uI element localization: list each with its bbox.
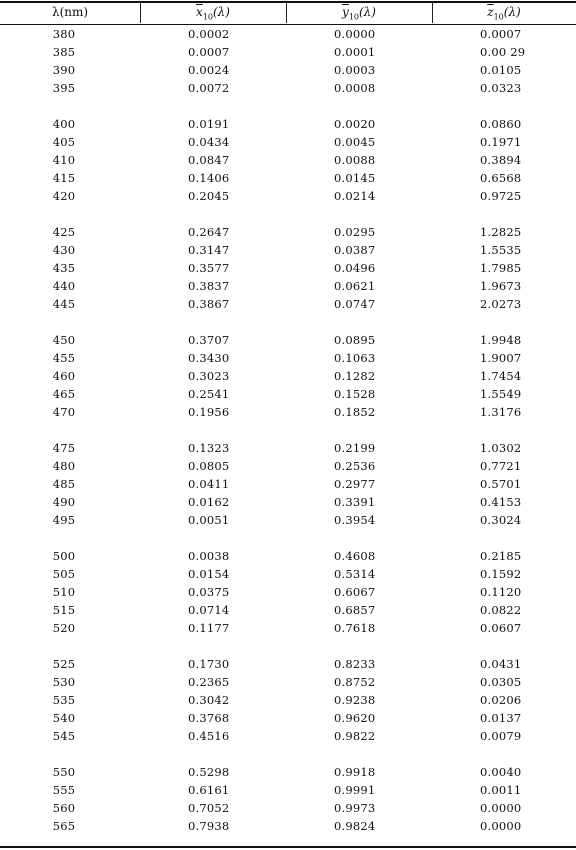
cell-wavelength: 520 [52, 621, 76, 635]
cell-x10: 0.0805 [188, 459, 230, 473]
cell-y10: 0.1063 [334, 351, 376, 365]
cell-x10: 0.0375 [188, 585, 230, 599]
cell-z10: 0.1592 [480, 567, 522, 581]
cell-wavelength: 525 [52, 657, 76, 671]
header-z10 [432, 5, 576, 21]
cell-z10: 1.5549 [480, 387, 522, 401]
cell-y10: 0.0045 [334, 135, 376, 149]
cell-wavelength: 425 [52, 225, 76, 239]
cell-y10: 0.5314 [334, 567, 376, 581]
header-z-sub: 10 [493, 12, 504, 22]
cell-z10: 0.0040 [480, 765, 522, 779]
cell-z10: 0.9725 [480, 189, 522, 203]
cell-x10: 0.0847 [188, 153, 230, 167]
cell-y10: 0.1852 [334, 405, 376, 419]
header-y-var: $\overline{y}$ [342, 5, 349, 19]
cell-z10: 0.0079 [480, 729, 522, 743]
header-z-arg: (λ) [503, 5, 521, 19]
header-rule [0, 24, 576, 25]
cell-wavelength: 405 [52, 135, 76, 149]
cell-x10: 0.0024 [188, 63, 230, 77]
cell-y10: 0.1282 [334, 369, 376, 383]
cell-x10: 0.0002 [188, 27, 230, 41]
header-y-sub: 10 [348, 12, 359, 22]
cell-wavelength: 380 [52, 27, 76, 41]
cell-wavelength: 430 [52, 243, 76, 257]
cell-x10: 0.3768 [188, 711, 230, 725]
cell-wavelength: 485 [52, 477, 76, 491]
cell-wavelength: 540 [52, 711, 76, 725]
cell-z10: 0.0011 [480, 783, 522, 797]
cell-y10: 0.0001 [334, 45, 376, 59]
cell-z10: 0.1971 [480, 135, 522, 149]
cell-z10: 0.0860 [480, 117, 522, 131]
cell-wavelength: 545 [52, 729, 76, 743]
header-x-sub: 10 [202, 12, 213, 22]
cell-x10: 0.3042 [188, 693, 230, 707]
header-x10 [140, 5, 286, 21]
cell-x10: 0.4516 [188, 729, 230, 743]
cell-y10: 0.0214 [334, 189, 376, 203]
cell-wavelength: 500 [52, 549, 76, 563]
cell-y10: 0.0621 [334, 279, 376, 293]
cell-y10: 0.0496 [334, 261, 376, 275]
cell-wavelength: 530 [52, 675, 76, 689]
cell-wavelength: 440 [52, 279, 76, 293]
cell-y10: 0.0895 [334, 333, 376, 347]
cell-wavelength: 510 [52, 585, 76, 599]
cell-wavelength: 435 [52, 261, 76, 275]
cell-wavelength: 490 [52, 495, 76, 509]
cell-z10: 1.9673 [480, 279, 522, 293]
cell-z10: 0.3894 [480, 153, 522, 167]
cell-wavelength: 480 [52, 459, 76, 473]
cell-y10: 0.0003 [334, 63, 376, 77]
cell-y10: 0.6067 [334, 585, 376, 599]
cell-z10: 1.9007 [480, 351, 522, 365]
cell-wavelength: 515 [52, 603, 76, 617]
cell-z10: 0.5701 [480, 477, 522, 491]
cell-x10: 0.3837 [188, 279, 230, 293]
cell-z10: 0.00 29 [480, 45, 526, 59]
cell-y10: 0.0008 [334, 81, 376, 95]
table-top-rule [0, 1, 576, 3]
cell-wavelength: 455 [52, 351, 76, 365]
cell-z10: 0.4153 [480, 495, 522, 509]
cell-z10: 0.0607 [480, 621, 522, 635]
cell-y10: 0.0000 [334, 27, 376, 41]
cell-wavelength: 450 [52, 333, 76, 347]
cell-x10: 0.1323 [188, 441, 230, 455]
cell-z10: 0.0206 [480, 693, 522, 707]
cell-wavelength: 465 [52, 387, 76, 401]
cell-y10: 0.0088 [334, 153, 376, 167]
cell-y10: 0.9620 [334, 711, 376, 725]
cell-y10: 0.0387 [334, 243, 376, 257]
cell-y10: 0.1528 [334, 387, 376, 401]
cell-z10: 1.9948 [480, 333, 522, 347]
header-x-var: $\overline{x}$ [196, 5, 203, 19]
cell-x10: 0.7938 [188, 819, 230, 833]
cell-y10: 0.9824 [334, 819, 376, 833]
cell-y10: 0.8233 [334, 657, 376, 671]
cell-x10: 0.0434 [188, 135, 230, 149]
cell-z10: 2.0273 [480, 297, 522, 311]
cell-z10: 0.0000 [480, 801, 522, 815]
cell-wavelength: 390 [52, 63, 76, 77]
cell-y10: 0.0145 [334, 171, 376, 185]
cell-z10: 0.0000 [480, 819, 522, 833]
cell-y10: 0.0020 [334, 117, 376, 131]
cell-y10: 0.9991 [334, 783, 376, 797]
cell-z10: 0.1120 [480, 585, 522, 599]
cell-y10: 0.2977 [334, 477, 376, 491]
cell-x10: 0.2541 [188, 387, 230, 401]
cell-wavelength: 395 [52, 81, 76, 95]
cell-y10: 0.0747 [334, 297, 376, 311]
cell-wavelength: 475 [52, 441, 76, 455]
cell-y10: 0.9918 [334, 765, 376, 779]
cell-wavelength: 560 [52, 801, 76, 815]
cell-z10: 0.0822 [480, 603, 522, 617]
header-y-arg: (λ) [359, 5, 376, 19]
cell-x10: 0.3577 [188, 261, 230, 275]
cell-wavelength: 445 [52, 297, 76, 311]
header-lambda-symbol: λ [51, 5, 60, 19]
cell-z10: 0.0007 [480, 27, 522, 41]
cell-wavelength: 565 [52, 819, 76, 833]
cell-wavelength: 535 [52, 693, 76, 707]
cell-z10: 0.0431 [480, 657, 522, 671]
cell-x10: 0.1956 [188, 405, 230, 419]
cell-x10: 0.0007 [188, 45, 230, 59]
cell-x10: 0.0154 [188, 567, 230, 581]
cell-z10: 1.7454 [480, 369, 522, 383]
cell-y10: 0.3954 [334, 513, 376, 527]
cell-x10: 0.0714 [188, 603, 230, 617]
cell-wavelength: 420 [52, 189, 76, 203]
cell-z10: 0.0105 [480, 63, 522, 77]
cell-x10: 0.3430 [188, 351, 230, 365]
cell-wavelength: 410 [52, 153, 76, 167]
cell-x10: 0.2045 [188, 189, 230, 203]
cell-y10: 0.2199 [334, 441, 376, 455]
cell-wavelength: 400 [52, 117, 76, 131]
cell-x10: 0.0051 [188, 513, 230, 527]
cell-z10: 0.0137 [480, 711, 522, 725]
cell-y10: 0.0295 [334, 225, 376, 239]
header-y10 [286, 5, 432, 21]
cell-x10: 0.3147 [188, 243, 230, 257]
cell-z10: 0.2185 [480, 549, 522, 563]
cell-y10: 0.4608 [334, 549, 376, 563]
cell-y10: 0.9238 [334, 693, 376, 707]
cell-z10: 1.2825 [480, 225, 522, 239]
cell-z10: 0.3024 [480, 513, 522, 527]
cell-x10: 0.0038 [188, 549, 230, 563]
cell-x10: 0.7052 [188, 801, 230, 815]
header-unit: (nm) [59, 5, 89, 19]
cell-z10: 0.6568 [480, 171, 522, 185]
cell-z10: 0.0305 [480, 675, 522, 689]
cell-x10: 0.5298 [188, 765, 230, 779]
header-x-arg: (λ) [213, 5, 230, 19]
cell-z10: 0.7721 [480, 459, 522, 473]
cell-y10: 0.3391 [334, 495, 376, 509]
cell-x10: 0.1730 [188, 657, 230, 671]
cell-z10: 1.0302 [480, 441, 522, 455]
cell-z10: 1.5535 [480, 243, 522, 257]
cell-wavelength: 415 [52, 171, 76, 185]
cell-x10: 0.6161 [188, 783, 230, 797]
cell-z10: 0.0323 [480, 81, 522, 95]
header-z-var: $\overline{z}$ [487, 5, 494, 19]
cell-x10: 0.2647 [188, 225, 230, 239]
cell-x10: 0.0162 [188, 495, 230, 509]
table-bottom-rule [0, 846, 576, 848]
cell-x10: 0.0072 [188, 81, 230, 95]
cell-y10: 0.9822 [334, 729, 376, 743]
cell-y10: 0.9973 [334, 801, 376, 815]
cell-z10: 1.7985 [480, 261, 522, 275]
cell-y10: 0.7618 [334, 621, 376, 635]
cell-z10: 1.3176 [480, 405, 522, 419]
cell-x10: 0.3707 [188, 333, 230, 347]
cell-wavelength: 555 [52, 783, 76, 797]
cell-wavelength: 460 [52, 369, 76, 383]
header-wavelength [0, 5, 140, 19]
cell-y10: 0.8752 [334, 675, 376, 689]
cell-y10: 0.2536 [334, 459, 376, 473]
cell-wavelength: 505 [52, 567, 76, 581]
cell-wavelength: 385 [52, 45, 76, 59]
cell-x10: 0.3023 [188, 369, 230, 383]
cell-x10: 0.1177 [188, 621, 230, 635]
cell-x10: 0.1406 [188, 171, 230, 185]
cell-x10: 0.3867 [188, 297, 230, 311]
cell-wavelength: 550 [52, 765, 76, 779]
cell-x10: 0.2365 [188, 675, 230, 689]
cell-y10: 0.6857 [334, 603, 376, 617]
cell-x10: 0.0411 [188, 477, 230, 491]
cell-wavelength: 495 [52, 513, 76, 527]
cell-wavelength: 470 [52, 405, 76, 419]
cell-x10: 0.0191 [188, 117, 230, 131]
